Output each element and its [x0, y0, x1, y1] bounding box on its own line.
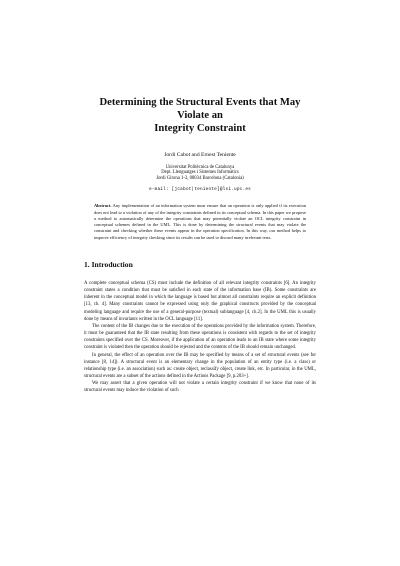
affiliation-university: Universitat Politècnica de Catalunya [165, 164, 235, 170]
paper-title [84, 96, 316, 136]
section-body [84, 280, 316, 395]
affiliation-department: Dept. Llenguatges i Sistemes Informàtics [161, 170, 239, 176]
section-heading: 1. Introduction [84, 260, 133, 269]
abstract-label: Abstract. [94, 203, 112, 209]
abstract-text: Any implementation of an information system must ensure that an operation is only applied if its execution does not lead to a violation of any of the integrity constraints defined in its conceptual schema. In this paper we propose a method to automatically determine the operations that may potentially violate an OCL integrity constraint in conceptual schemes defined in the UML. This is done by determining the structural events that may violate the constraint and checking whether these events appear in the operation specification. In this way, our method helps to improve efficiency of integrity checking since its results can be used to discard many irrelevant tests. [94, 203, 306, 240]
paper-title-line: Integrity Constraint [154, 123, 246, 135]
body-paragraph: The content of the IB changes due to the execution of the operations provided by the information system. Therefore, it must be guaranteed that the IB state resulting from these operations is consistent with regards to the set of integrity constraints specified over the CS. Moreover, if the application of an operation leads to an IB state where some integrity constraint is violated then the operation should be rejected and the contents of the IB should remain unchanged. [84, 323, 316, 351]
affiliation [84, 165, 316, 182]
paper-authors: Jordi Cabot and Ernest Teniente [164, 151, 236, 158]
body-paragraph: We may assert that a given operation will not violate a certain integrity constraint if we know that none of its structural events may induce the violation of such [84, 381, 316, 394]
paper-title-line: Determining the Structural Events that May Violate an [99, 97, 301, 122]
body-paragraph: In general, the effect of an operation over the IB may be specified by means of a set of structural events (see for instance [8, 14]). A structural event is an elementary change in the population of an entity type (i.e. a class) or relationship type (i.e. an association) such as: create object, reclassify object, create link, etc. In particular, in the UML, structural events are a subset of the actions defined in the Actions Package [9, p.203+]. [84, 352, 316, 380]
author-email: e-mail: [jcabot|teniente]@lsi.upc.es [148, 186, 252, 192]
body-paragraph: A complete conceptual schema (CS) must include the definition of all relevant integrity constraints [6]. An integrity constraint states a condition that must be satisfied in each state of the information base (IB). Some constraints are inherent in the conceptual model in which the language is based but almost all constraints require an explicit definition [13, ch. 4]. Many constraints cannot be expressed using only the graphical constructs provided by the conceptual modeling language and require the use of a general-purpose (textual) sublanguage [4, ch.2]. In the UML this is usually done by means of invariants written in the OCL language [11]. [84, 281, 316, 322]
abstract [94, 203, 306, 241]
affiliation-address: Jordi Girona 1-3, 08034 Barcelona (Catalonia) [156, 176, 244, 182]
